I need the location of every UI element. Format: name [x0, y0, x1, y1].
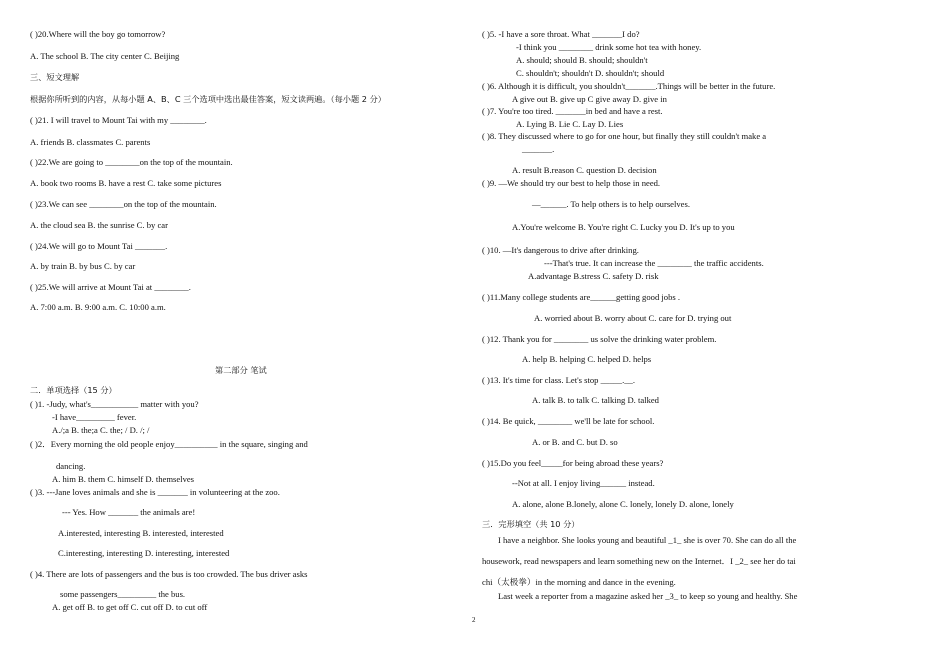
- left-line: 第二部分 笔试: [215, 365, 267, 375]
- right-line: ( )9. —We should try our best to help those in need.: [482, 178, 661, 188]
- right-line: A. alone, alone B.lonely, alone C. lonely, lonely D. alone, lonely: [512, 499, 734, 509]
- left-line: some passengers_________ the bus.: [60, 589, 186, 599]
- left-line: C.interesting, interesting D. interesting, interested: [58, 548, 230, 558]
- left-line: 根据你所听到的内容，从每小题 A、B、C 三个选项中选出最佳答案，短文读两遍。（每小题 2 分）: [30, 94, 386, 104]
- right-line: A give out B. give up C give away D. give in: [512, 94, 667, 104]
- left-line: -I have_________ fever.: [52, 412, 137, 422]
- right-line: ( )10. —It's dangerous to drive after drinking.: [482, 245, 639, 255]
- right-line: ( )14. Be quick, ________ we'll be late for school.: [482, 416, 655, 426]
- right-line: A. worried about B. worry about C. care for D. trying out: [534, 313, 732, 323]
- left-line: A.interested, interesting B. interested, interested: [58, 528, 224, 538]
- right-line: ( )5. -I have a sore throat. What _______I do?: [482, 29, 640, 39]
- right-line: ( )15.Do you feel_____for being abroad these years?: [482, 458, 664, 468]
- right-line: A. should; should B. should; shouldn't: [516, 55, 648, 65]
- left-line: A. him B. them C. himself D. themselves: [52, 474, 195, 484]
- right-line: —______. To help others is to help ourselves.: [532, 199, 690, 209]
- right-line: Last week a reporter from a magazine asked her _3_ to keep so young and healthy. She: [498, 591, 798, 601]
- left-line: dancing.: [56, 461, 86, 471]
- right-line: A. result B.reason C. question D. decision: [512, 165, 657, 175]
- left-line: A./;a B. the;a C. the; / D. /; /: [52, 425, 150, 435]
- right-line: 三．完形填空（共 10 分）: [482, 519, 580, 529]
- right-line: A. talk B. to talk C. talking D. talked: [532, 395, 659, 405]
- right-line: A. Lying B. Lie C. Lay D. Lies: [516, 119, 624, 129]
- right-line: chi（太极拳）in the morning and dance in the evening.: [482, 577, 676, 587]
- left-line: A. The school B. The city center C. Beijing: [30, 51, 180, 61]
- right-line: I have a neighbor. She looks young and beautiful _1_ she is over 70. She can do all the: [498, 535, 797, 545]
- left-line: A. get off B. to get off C. cut off D. to cut off: [52, 602, 208, 612]
- left-line: A. friends B. classmates C. parents: [30, 137, 151, 147]
- right-line: ---That's true. It can increase the ________ the traffic accidents.: [544, 258, 764, 268]
- left-line: ( )23.We can see ________on the top of the mountain.: [30, 199, 217, 209]
- right-line: A.You're welcome B. You're right C. Lucky you D. It's up to you: [512, 222, 735, 232]
- right-line: ( )13. It's time for class. Let's stop _____.__.: [482, 375, 635, 385]
- left-line: ( )21. I will travel to Mount Tai with my ________.: [30, 115, 207, 125]
- right-line: ( )12. Thank you for ________ us solve the drinking water problem.: [482, 334, 717, 344]
- right-line: A.advantage B.stress C. safety D. risk: [528, 271, 659, 281]
- right-line: ( )6. Although it is difficult, you shouldn't_______.Things will be better in the future.: [482, 81, 776, 91]
- left-line: ( )1. -Judy, what's___________ matter with you?: [30, 399, 199, 409]
- left-line: ( )20.Where will the boy go tomorrow?: [30, 29, 166, 39]
- right-line: ( )7. You're too tired. _______in bed and have a rest.: [482, 106, 663, 116]
- left-line: ( )22.We are going to ________on the top of the mountain.: [30, 157, 233, 167]
- left-line: 二．单项选择（15 分）: [30, 385, 117, 395]
- right-line: A. help B. helping C. helped D. helps: [522, 354, 652, 364]
- page-number: 2: [472, 616, 476, 624]
- left-line: ( )2．Every morning the old people enjoy__________ in the square, singing and: [30, 439, 308, 449]
- left-line: ( )25.We will arrive at Mount Tai at ________.: [30, 282, 191, 292]
- right-line: A. or B. and C. but D. so: [532, 437, 618, 447]
- left-line: ( )3. ---Jane loves animals and she is _______ in volunteering at the zoo.: [30, 487, 280, 497]
- left-line: A. by train B. by bus C. by car: [30, 261, 136, 271]
- left-line: A. the cloud sea B. the sunrise C. by car: [30, 220, 168, 230]
- right-line: ( )11.Many college students are______getting good jobs .: [482, 292, 681, 302]
- left-line: A. book two rooms B. have a rest C. take some pictures: [30, 178, 222, 188]
- left-line: A. 7:00 a.m. B. 9:00 a.m. C. 10:00 a.m.: [30, 302, 166, 312]
- right-line: C. shouldn't; shouldn't D. shouldn't; should: [516, 68, 665, 78]
- left-line: ( )24.We will go to Mount Tai _______.: [30, 241, 168, 251]
- left-line: --- Yes. How _______ the animals are!: [62, 507, 196, 517]
- left-line: 三、短文理解: [30, 72, 80, 82]
- right-line: housework, read newspapers and learn something new on the Internet．I _2_ see her do tai: [482, 556, 796, 566]
- right-line: --Not at all. I enjoy living______ instead.: [512, 478, 655, 488]
- left-line: ( )4. There are lots of passengers and the bus is too crowded. The bus driver asks: [30, 569, 308, 579]
- right-line: _______.: [522, 144, 555, 154]
- right-line: -I think you ________ drink some hot tea with honey.: [516, 42, 702, 52]
- right-line: ( )8. They discussed where to go for one hour, but finally they still couldn't make a: [482, 131, 767, 141]
